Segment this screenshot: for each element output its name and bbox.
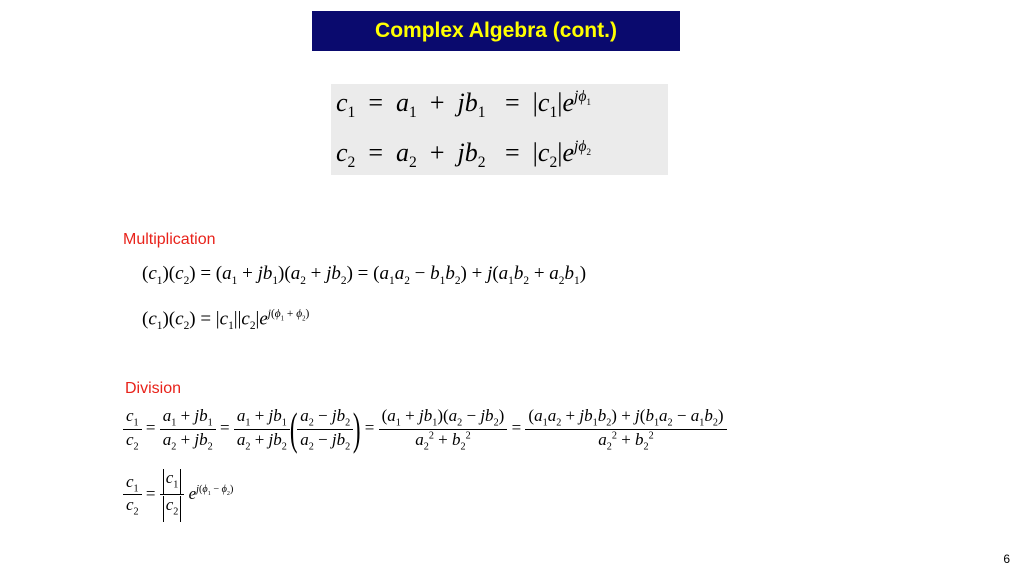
definition-c2: $c_2 = a_2 + jb_2 = |c_2|e^{j\phi_2}$ (336, 138, 592, 172)
definition-c1: $c_1 = a_1 + jb_1 = |c_1|e^{j\phi_1}$ (336, 88, 592, 122)
multiplication-equation-2: $(c_1)(c_2) = |c_1||c_2|e^{j(\phi_1 + \phi_2)}$ (142, 308, 310, 333)
slide-title: Complex Algebra (cont.) (375, 19, 617, 42)
division-equation-1: $\frac{c_1}{c_2}$ = $\frac{a_1 + jb_1}{a_2 + jb_2}$ = $\frac{a_1 + jb_1}{a_2 + jb_2}$ ( $\frac{a_2 - jb_2}{a_2 - jb_2}$ ) = $\frac{(a_1 + jb_1)(a_2 - jb_2)}{a_2^2 + b_2^2}$ = $\frac{(a_1a_2 + jb_1b_2) + j(b_1a_2 - a_1b_2)}{a_2^2 + b_2^2}$ (123, 406, 727, 452)
multiplication-equation-1: $(c_1)(c_2) = (a_1 + jb_1)(a_2 + jb_2) = (a_1a_2 - b_1b_2) + j(a_1b_2 + a_2b_1)$ (142, 263, 587, 287)
title-banner (312, 11, 680, 51)
division-label: Division (125, 380, 182, 397)
division-equation-2: $\frac{c_1}{c_2}$ = $\frac{c_1}{c_2}$ $e^{j(\phi_1 - \phi_2)}$ (123, 468, 233, 522)
page-number: 6 (1003, 552, 1010, 566)
multiplication-label: Multiplication (123, 231, 216, 248)
